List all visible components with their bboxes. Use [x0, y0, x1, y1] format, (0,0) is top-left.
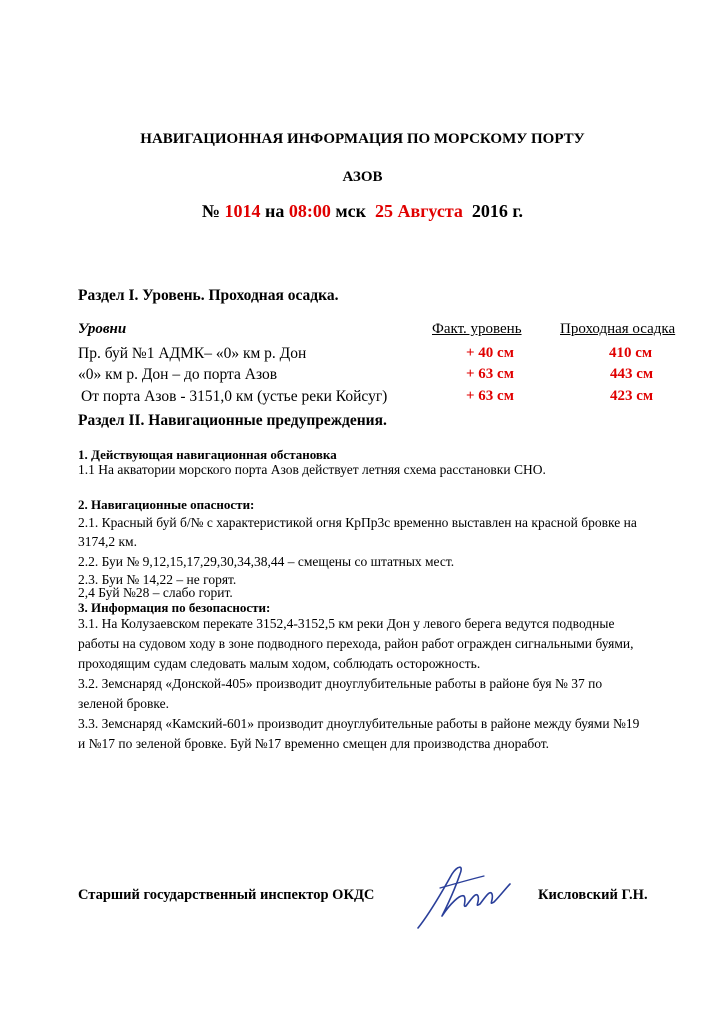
doc-year: 2016 г.	[471, 201, 524, 221]
item-3-3-line2: и №17 по зеленой бровке. Буй №17 временно смещен для производства днoработ.	[78, 736, 550, 751]
item-3-1-line3: проходящим судам следовать малым ходом, соблюдать осторожность.	[78, 656, 481, 671]
col-header-draft: Проходная осадка	[560, 321, 676, 337]
inspector-name: Кисловский Г.Н.	[538, 887, 648, 903]
level-row-1-draft: 410 см	[609, 345, 653, 361]
level-row-3-draft: 423 см	[610, 388, 654, 404]
level-row-1-fact: + 40 см	[466, 345, 514, 361]
col-header-fact-level: Факт. уровень	[432, 321, 522, 337]
doc-time: 08:00	[288, 201, 331, 221]
doc-title-line1: НАВИГАЦИОННАЯ ИНФОРМАЦИЯ ПО МОРСКОМУ ПОРТУ	[140, 131, 585, 147]
handwritten-signature	[410, 858, 520, 933]
item-2-2: 2.2. Буи № 9,12,15,17,29,30,34,38,44 – смещены со штатных мест.	[78, 554, 455, 569]
item-3-1-line2: работы на судовом ходу в зоне подводного перехода, район работ огражден сигнальными буями,	[78, 636, 634, 651]
inspector-position: Старший государственный инспектор ОКДС	[78, 887, 375, 903]
subsection3-title: 3. Информация по безопасности:	[78, 600, 271, 615]
item-3-3-line1: 3.3. Земснаряд «Камский-601» производит дноуглубительные работы в районе между буями №19	[78, 716, 640, 731]
number-prefix: №	[201, 201, 221, 221]
item-2-3: 2.3. Буи № 14,22 – не горят.	[78, 572, 237, 587]
subsection1-item: 1.1 На акватории морского порта Азов действует летняя схема расстановки СНО.	[78, 462, 546, 477]
doc-date: 25 Августа	[375, 201, 463, 221]
subsection2-title: 2. Навигационные опасности:	[78, 497, 255, 512]
item-3-2-line1: 3.2. Земснаряд «Донской-405» производит дноуглубительные работы в районе буя № 37 по	[78, 676, 603, 691]
subsection1-title: 1. Действующая навигационная обстановка	[78, 447, 337, 462]
doc-number-date-line	[0, 201, 725, 222]
item-2-1-line2: 3174,2 км.	[78, 534, 137, 549]
level-row-2-draft: 443 см	[610, 366, 654, 382]
level-row-3-name: От порта Азов - 3151,0 км (устье реки Койсуг)	[81, 388, 388, 405]
item-2-1-line1: 2.1. Красный буй б/№ с характеристикой огня КрПр3с временно выставлен на красной бровке на	[78, 515, 637, 530]
section1-title: Раздел I. Уровень. Проходная осадка.	[78, 287, 339, 304]
doc-number: 1014	[224, 201, 261, 221]
item-3-2-line2: зеленой бровке.	[78, 696, 169, 711]
col-header-levels: Уровни	[78, 321, 127, 337]
level-row-3-fact: + 63 см	[466, 388, 514, 404]
doc-title-port: АЗОВ	[342, 169, 383, 185]
section2-title: Раздел II. Навигационные предупреждения.	[78, 412, 387, 429]
level-row-1-name: Пр. буй №1 АДМК– «0» км р. Дон	[78, 345, 307, 362]
doc-timezone: мск	[335, 201, 367, 221]
item-2-4: 2,4 Буй №28 – слабо горит.	[78, 585, 233, 600]
item-3-1-line1: 3.1. На Колузаевском перекате 3152,4-3152,5 км реки Дон у левого берега ведутся подводные	[78, 616, 615, 631]
at-word: на	[265, 201, 285, 221]
level-row-2-fact: + 63 см	[466, 366, 514, 382]
level-row-2-name: «0» км р. Дон – до порта Азов	[78, 366, 278, 383]
